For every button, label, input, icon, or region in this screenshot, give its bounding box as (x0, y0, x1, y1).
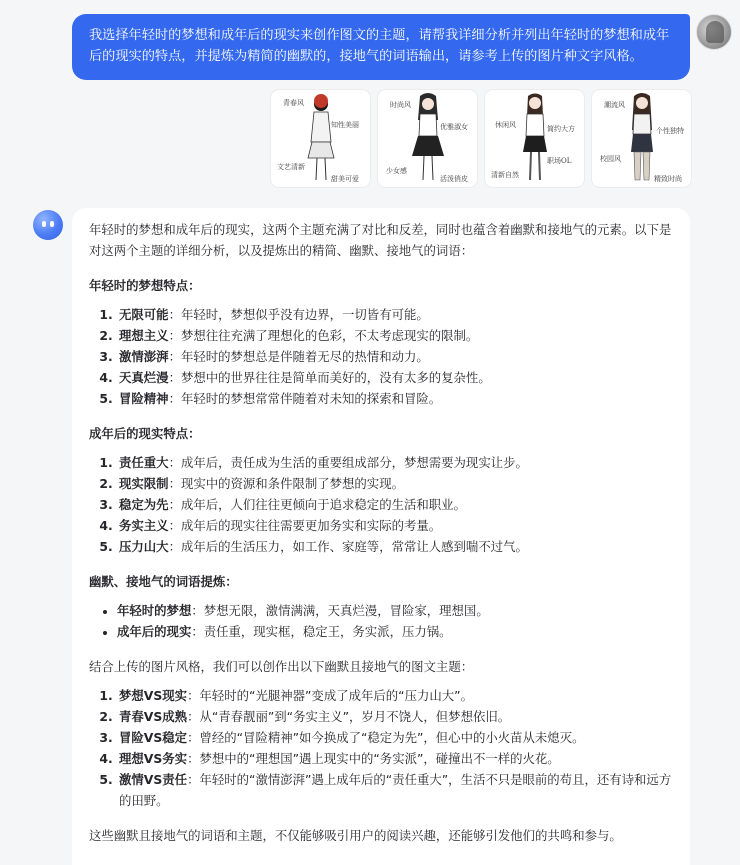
list-item: 2. 青春VS成熟：从“青春靓丽”到“务实主义”，岁月不饶人，但梦想依旧。 (117, 706, 678, 727)
section-title-keywords: 幽默、接地气的词语提炼： (89, 574, 238, 589)
assistant-message (72, 208, 690, 865)
answer-outro: 这些幽默且接地气的词语和主题，不仅能够吸引用户的阅读兴趣，还能够引发他们的共鸣和参与。 (89, 828, 622, 843)
list-item: 3. 冒险VS稳定：曾经的“冒险精神”如今换成了“稳定为先”，但心中的小火苗从未熄灭。 (117, 727, 678, 748)
thumb-caption: 青春风 (283, 99, 304, 107)
list-item: 1. 责任重大：成年后，责任成为生活的重要组成部分，梦想需要为现实让步。 (117, 452, 678, 473)
answer-bridge: 结合上传的图片风格，我们可以创作出以下幽默且接地气的图文主题： (89, 659, 474, 674)
list-item: 4. 务实主义：成年后的现实往往需要更加务实和实际的考量。 (117, 515, 678, 536)
dream-traits-list (89, 304, 678, 409)
list-item: 5. 冒险精神：年轻时的梦想常常伴随着对未知的探索和冒险。 (117, 388, 678, 409)
section-title-dreams: 年轻时的梦想特点： (89, 278, 201, 293)
thumb-caption: 时尚风 (390, 101, 411, 109)
answer-intro: 年轻时的梦想和成年后的现实，这两个主题充满了对比和反差，同时也蕴含着幽默和接地气的元素。以下是对这两个主题的详细分析，以及提炼出的精简、幽默、接地气的词语： (89, 222, 672, 258)
list-item: 3. 激情澎湃：年轻时的梦想总是伴随着无尽的热情和动力。 (117, 346, 678, 367)
list-item: 4. 天真烂漫：梦想中的世界往往是简单而美好的，没有太多的复杂性。 (117, 367, 678, 388)
uploaded-image-1[interactable] (271, 90, 370, 187)
thumb-caption: 文艺清新 (277, 163, 305, 171)
list-item: 5. 激情VS责任：年轻时的“激情澎湃”遇上成年后的“责任重大”，生活不只是眼前的苟且，还有诗和远方的田野。 (117, 769, 678, 811)
list-item: 4. 理想VS务实：梦想中的“理想国”遇上现实中的“务实派”，碰撞出不一样的火花。 (117, 748, 678, 769)
user-message-row (72, 14, 740, 80)
thumb-caption: 休闲风 (495, 121, 516, 129)
list-item: 3. 稳定为先：成年后，人们往往更倾向于追求稳定的生活和职业。 (117, 494, 678, 515)
list-item: • 年轻时的梦想：梦想无限，激情满满，天真烂漫，冒险家，理想国。 (117, 600, 678, 621)
thumb-caption: 精致时尚 (654, 175, 682, 183)
user-avatar[interactable] (696, 14, 732, 50)
thumb-caption: 优雅淑女 (440, 123, 468, 131)
assistant-avatar (33, 210, 63, 240)
reality-traits-list (89, 452, 678, 557)
section-title-reality: 成年后的现实特点： (89, 426, 201, 441)
thumb-caption: 甜美可爱 (331, 175, 359, 183)
list-item: 1. 梦想VS现实：年轻时的“光腿神器”变成了成年后的“压力山大”。 (117, 685, 678, 706)
theme-list (89, 685, 678, 811)
list-item: 1. 无限可能：年轻时，梦想似乎没有边界，一切皆有可能。 (117, 304, 678, 325)
list-item: • 成年后的现实：责任重，现实框，稳定王，务实派，压力锅。 (117, 621, 678, 642)
list-item: 2. 理想主义：梦想往往充满了理想化的色彩，不太考虑现实的限制。 (117, 325, 678, 346)
thumb-caption: 潮流风 (604, 101, 625, 109)
list-item: 2. 现实限制：现实中的资源和条件限制了梦想的实现。 (117, 473, 678, 494)
keywords-list (89, 600, 678, 642)
thumb-caption: 知性美丽 (331, 121, 359, 129)
uploaded-image-2[interactable] (378, 90, 477, 187)
thumb-caption: 个性独特 (656, 127, 684, 135)
thumb-caption: 校园风 (600, 155, 621, 163)
uploaded-images (271, 90, 691, 187)
thumb-caption: 少女感 (386, 167, 407, 175)
list-item: 5. 压力山大：成年后的生活压力，如工作、家庭等，常常让人感到喘不过气。 (117, 536, 678, 557)
thumb-caption: 职场OL (547, 157, 572, 165)
user-message-bubble: 我选择年轻时的梦想和成年后的现实来创作图文的主题，请帮我详细分析并列出年轻时的梦想和成年后的现实的特点，并提炼为精简的幽默的，接地气的词语输出，请参考上传的图片种文字风格。 (72, 14, 690, 80)
thumb-caption: 清新自然 (491, 171, 519, 179)
uploaded-image-4[interactable] (592, 90, 691, 187)
uploaded-image-3[interactable] (485, 90, 584, 187)
thumb-caption: 简约大方 (547, 125, 575, 133)
thumb-caption: 活泼俏皮 (440, 175, 468, 183)
